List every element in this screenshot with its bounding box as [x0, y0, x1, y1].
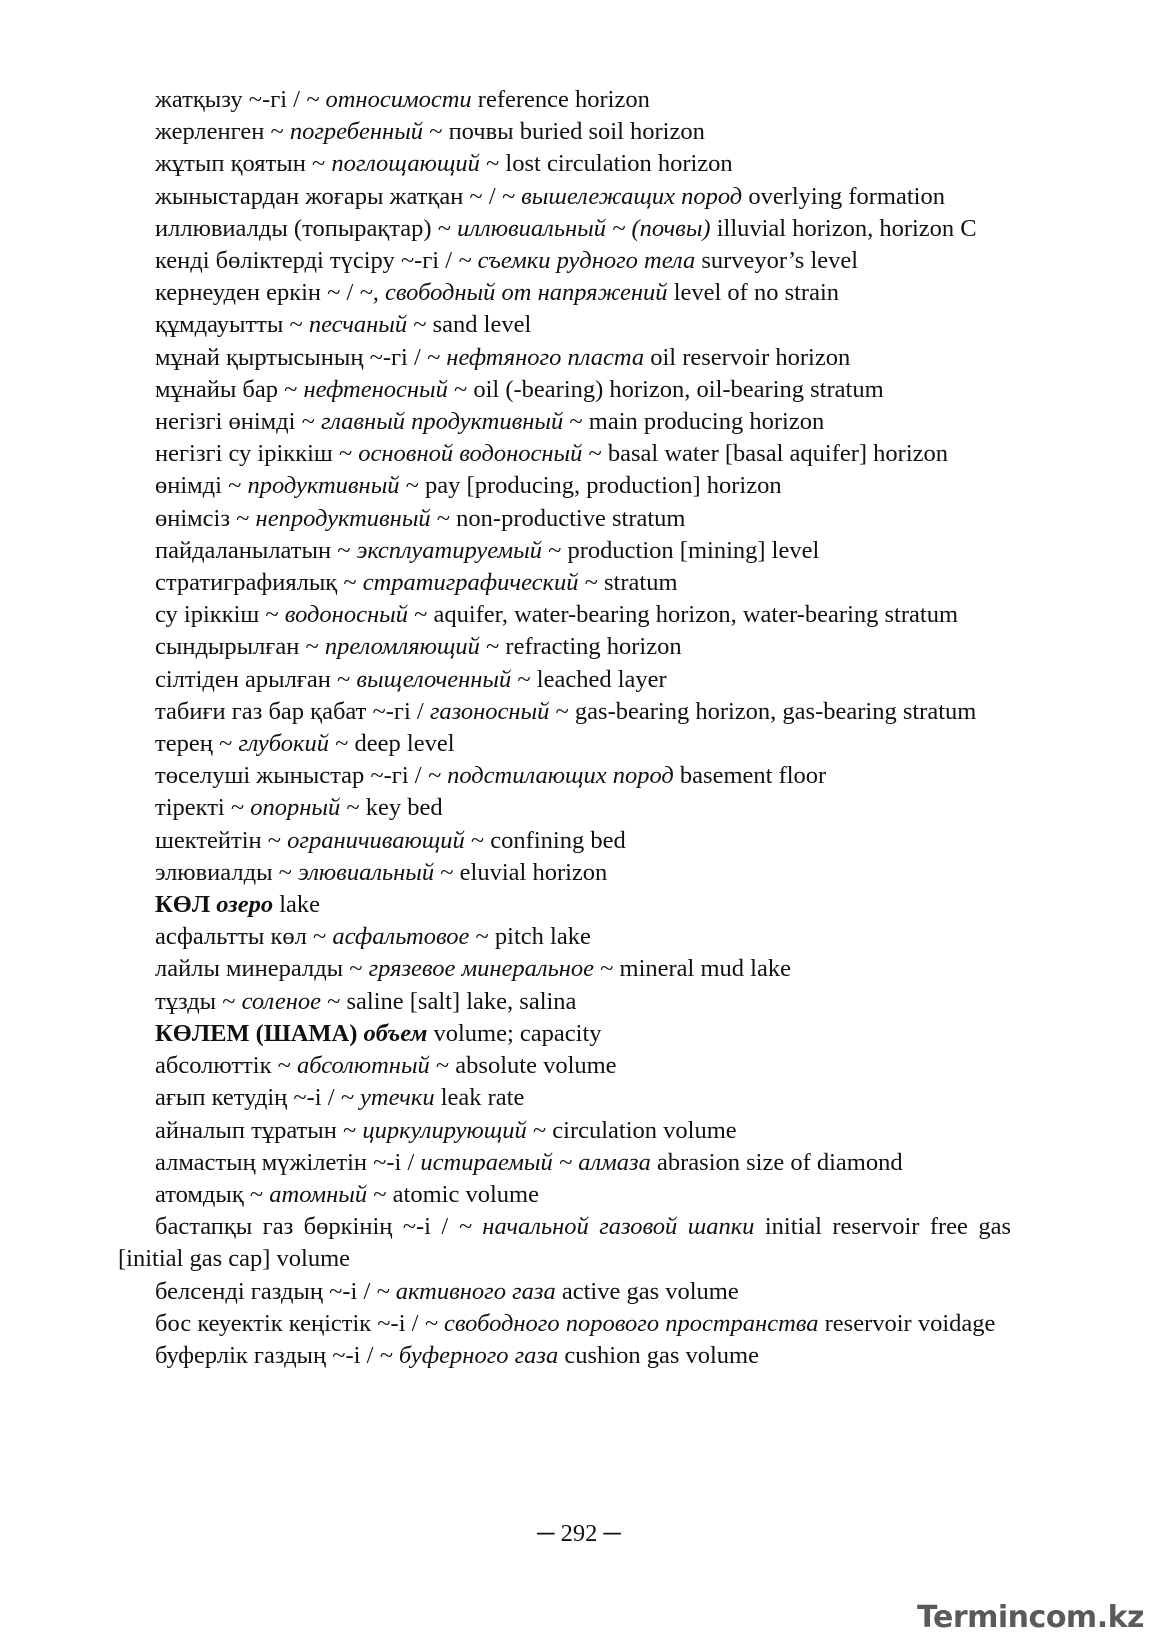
entry-kk-text: құмдауытты ~: [155, 311, 309, 339]
dictionary-entry: [118, 1308, 1011, 1340]
entry-ru-text: водоносный: [284, 601, 408, 629]
dictionary-entry: [118, 1211, 1011, 1275]
entry-kk-text: ағып кетудің ~-і /: [155, 1084, 341, 1112]
entry-en-text: ~ main producing horizon: [563, 408, 825, 436]
entry-kk-text: жатқызу ~-гі /: [155, 86, 307, 113]
entry-kk-text: белсенді газдың ~-і /: [155, 1277, 377, 1305]
entry-ru-text: грязевое минеральное: [368, 955, 595, 983]
entry-en-text: ~ eluvial horizon: [434, 858, 608, 886]
entry-kk-text: иллювиалды (топырақтар) ~: [155, 214, 458, 242]
entry-kk-text: мұнайы бар ~: [155, 375, 304, 403]
dictionary-entry: [118, 116, 1011, 148]
entry-kk-text: буферлік газдың ~-і /: [155, 1341, 380, 1369]
entry-ru-text: преломляющий: [324, 633, 480, 661]
dictionary-entry: [118, 792, 1011, 824]
entry-ru-text: ~ подстилающих пород: [427, 762, 674, 790]
entry-en-text: abrasion size of diamond: [650, 1148, 903, 1176]
dictionary-entry: [118, 309, 1011, 341]
entry-en-text: level of no strain: [667, 279, 840, 307]
dictionary-entry: [118, 825, 1011, 857]
entry-kk-text: айналып тұратын ~: [155, 1116, 363, 1144]
entry-ru-text: нефтеносный: [303, 375, 448, 403]
entry-en-text: ~ refracting horizon: [479, 633, 682, 661]
entry-en-text: ~ atomic volume: [367, 1180, 539, 1208]
entry-en-text: cushion gas volume: [558, 1341, 759, 1369]
dictionary-entry: [118, 664, 1011, 696]
dictionary-entry: [118, 470, 1011, 502]
dictionary-entry: [118, 1179, 1011, 1211]
dictionary-entry: [118, 857, 1011, 889]
dictionary-entry: [118, 1340, 1011, 1372]
entry-ru-text: основной водоносный: [358, 440, 583, 468]
entry-en-text: basement floor: [673, 762, 827, 790]
entry-ru-text: главный продуктивный: [320, 408, 564, 436]
entry-en-text: ~ gas-bearing horizon, gas-bearing stratum: [549, 697, 977, 725]
entry-kk-text: бастапқы газ бөркінің ~-і /: [155, 1213, 459, 1241]
entry-ru-text: соленое: [241, 987, 321, 1015]
entry-en-text: initial reservoir free gas [initial gas cap] volume: [118, 1213, 1011, 1273]
dictionary-entry: [118, 374, 1011, 406]
entry-en-text: ~ leached layer: [511, 665, 667, 693]
entry-ru-text: ~ вышележащих пород: [501, 182, 743, 210]
dictionary-entry: [118, 1050, 1011, 1082]
dictionary-entry: [118, 406, 1011, 438]
dictionary-entry: [118, 438, 1011, 470]
entry-en-text: active gas volume: [555, 1277, 739, 1305]
entry-ru-text: объем: [363, 1019, 428, 1047]
entry-en-text: overlying formation: [742, 182, 945, 210]
entry-ru-text: ~ начальной газовой шапки: [458, 1213, 755, 1241]
dictionary-entry: [118, 148, 1011, 180]
entry-ru-text: выщелоченный: [356, 665, 512, 693]
entry-kk-text: су іріккіш ~: [155, 601, 285, 629]
entry-list: [118, 84, 1011, 1372]
entry-ru-text: истираемый ~ алмаза: [420, 1148, 651, 1176]
entry-en-text: illuvial horizon, horizon C: [710, 214, 977, 242]
entry-kk-text: мұнай қыртысының ~-гі /: [155, 343, 427, 371]
entry-kk-text: сындырылған ~: [155, 633, 325, 661]
entry-kk-text: асфальтты көл ~: [155, 923, 333, 951]
dictionary-entry: [118, 921, 1011, 953]
entry-ru-text: ~ нефтяного пласта: [426, 343, 645, 371]
entry-ru-text: ~ свободного порового пространства: [424, 1309, 819, 1337]
entry-ru-text: ~ относимости: [306, 86, 472, 113]
entry-ru-text: ограничивающий: [287, 826, 465, 854]
entry-kk-text: негізгі су іріккіш ~: [155, 440, 359, 468]
entry-en-text: ~ confining bed: [464, 826, 626, 854]
entry-ru-text: песчаный: [308, 311, 408, 339]
entry-kk-text: өнімсіз ~: [155, 504, 256, 532]
entry-ru-text: газоносный: [429, 697, 550, 725]
entry-ru-text: озеро: [216, 891, 274, 919]
entry-ru-text: ~ утечки: [340, 1084, 435, 1112]
entry-ru-text: асфальтовое: [332, 923, 470, 951]
entry-ru-text: элювиальный: [298, 858, 435, 886]
dictionary-entry: [118, 1147, 1011, 1179]
entry-en-text: ~ sand level: [407, 311, 532, 339]
entry-kk-text: атомдық ~: [155, 1180, 270, 1208]
dictionary-entry: [118, 84, 1011, 116]
entry-ru-text: непродуктивный: [255, 504, 431, 532]
dictionary-entry: [118, 599, 1011, 631]
entry-en-text: ~ stratum: [578, 569, 678, 597]
dictionary-entry: [118, 181, 1011, 213]
entry-kk-text: элювиалды ~: [155, 858, 299, 886]
entry-ru-text: поглощающий: [331, 150, 480, 178]
entry-en-text: ~ non-productive stratum: [430, 504, 686, 532]
entry-ru-text: стратиграфический: [362, 569, 579, 597]
entry-ru-text: ~ съемки рудного тела: [458, 247, 696, 275]
entry-en-text: ~ absolute volume: [429, 1052, 617, 1080]
headword-entry: [118, 1018, 1011, 1050]
entry-kk-text: тіректі ~: [155, 794, 251, 822]
dictionary-entry: [118, 245, 1011, 277]
headword-entry: [118, 889, 1011, 921]
entry-en-text: ~ pay [producing, production] horizon: [399, 472, 782, 500]
page-number: ─ 292 ─: [537, 1520, 621, 1547]
entry-ru-text: абсолютный: [296, 1052, 430, 1080]
entry-kk-text: кенді бөліктерді түсіру ~-гі /: [155, 247, 459, 275]
entry-kk-text: өнімді ~: [155, 472, 248, 500]
entry-kk-text: табиғи газ бар қабат ~-гі /: [155, 697, 430, 725]
entry-kk-text: тұзды ~: [155, 987, 242, 1015]
entry-kk-text: терең ~: [155, 730, 239, 758]
entry-kk-text: лайлы минералды ~: [155, 955, 369, 983]
dictionary-entry: [118, 696, 1011, 728]
entry-ru-text: ~ активного газа: [376, 1277, 556, 1305]
entry-en-text: ~ circulation volume: [526, 1116, 737, 1144]
entry-kk-text: пайдаланылатын ~: [155, 536, 357, 564]
dictionary-entry: [118, 728, 1011, 760]
entry-en-text: ~ lost circulation horizon: [479, 150, 733, 178]
entry-kk-text: жұтып қоятын ~: [155, 150, 332, 178]
entry-en-text: ~ oil (-bearing) horizon, oil-bearing stratum: [447, 375, 884, 403]
entry-kk-text: КӨЛЕМ (ШАМА): [155, 1019, 364, 1047]
dictionary-entry: [118, 631, 1011, 663]
entry-kk-text: бос кеуектік кеңістік ~-і /: [155, 1309, 425, 1337]
entry-ru-text: погребенный: [289, 118, 424, 146]
entry-ru-text: опорный: [250, 794, 341, 822]
entry-kk-text: негізгі өнімді ~: [155, 408, 321, 436]
dictionary-entry: [118, 535, 1011, 567]
entry-en-text: ~ pitch lake: [469, 923, 591, 951]
entry-kk-text: шектейтін ~: [155, 826, 288, 854]
dictionary-entry: [118, 1276, 1011, 1308]
entry-ru-text: продуктивный: [247, 472, 400, 500]
entry-ru-text: циркулирующий: [362, 1116, 527, 1144]
entry-kk-text: жыныстардан жоғары жатқан ~ /: [155, 182, 502, 210]
entry-en-text: ~ production [mining] level: [542, 536, 820, 564]
entry-ru-text: атомный: [269, 1180, 368, 1208]
entry-en-text: oil reservoir horizon: [644, 343, 851, 371]
entry-ru-text: эксплуатируемый: [356, 536, 543, 564]
dictionary-entry: [118, 342, 1011, 374]
entry-en-text: ~ deep level: [329, 730, 455, 758]
entry-kk-text: сілтіден арылған ~: [155, 665, 357, 693]
entry-ru-text: глубокий: [238, 730, 330, 758]
entry-kk-text: стратиграфиялық ~: [155, 569, 363, 597]
entry-kk-text: КӨЛ: [155, 891, 217, 919]
dictionary-entry: [118, 277, 1011, 309]
dictionary-entry: [118, 1115, 1011, 1147]
dictionary-entry: [118, 1082, 1011, 1114]
entry-kk-text: төселуші жыныстар ~-гі /: [155, 762, 428, 790]
entry-kk-text: алмастың мүжілетін ~-і /: [155, 1148, 421, 1176]
dictionary-entry: [118, 503, 1011, 535]
entry-kk-text: кернеуден еркін ~ /: [155, 279, 360, 307]
dictionary-entry: [118, 953, 1011, 985]
dictionary-entry: [118, 986, 1011, 1018]
entry-ru-text: ~, свободный от напряжений: [359, 279, 668, 307]
entry-en-text: ~ mineral mud lake: [594, 955, 791, 983]
entry-en-text: ~ basal water [basal aquifer] horizon: [582, 440, 949, 468]
dictionary-entry: [118, 760, 1011, 792]
entry-ru-text: ~ буферного газа: [379, 1341, 559, 1369]
entry-en-text: reservoir voidage: [818, 1309, 996, 1337]
entry-en-text: surveyor’s level: [695, 247, 859, 275]
entry-en-text: ~ saline [salt] lake, salina: [320, 987, 577, 1015]
entry-kk-text: абсолюттік ~: [155, 1052, 297, 1080]
entry-en-text: leak rate: [434, 1084, 525, 1112]
entry-en-text: lake: [273, 891, 321, 919]
entry-en-text: ~ key bed: [340, 794, 443, 822]
entry-kk-text: жерленген ~: [155, 118, 290, 146]
entry-ru-text: иллювиальный ~ (почвы): [457, 214, 711, 242]
entry-en-text: reference horizon: [471, 86, 650, 113]
dictionary-entry: [118, 567, 1011, 599]
dictionary-entry: [118, 213, 1011, 245]
entry-en-text: volume; capacity: [427, 1019, 602, 1047]
watermark-logo: Termincom.kz: [917, 1599, 1144, 1635]
entry-en-text: ~ aquifer, water-bearing horizon, water-bearing stratum: [407, 601, 959, 629]
entry-en-text: ~ почвы buried soil horizon: [423, 118, 705, 146]
